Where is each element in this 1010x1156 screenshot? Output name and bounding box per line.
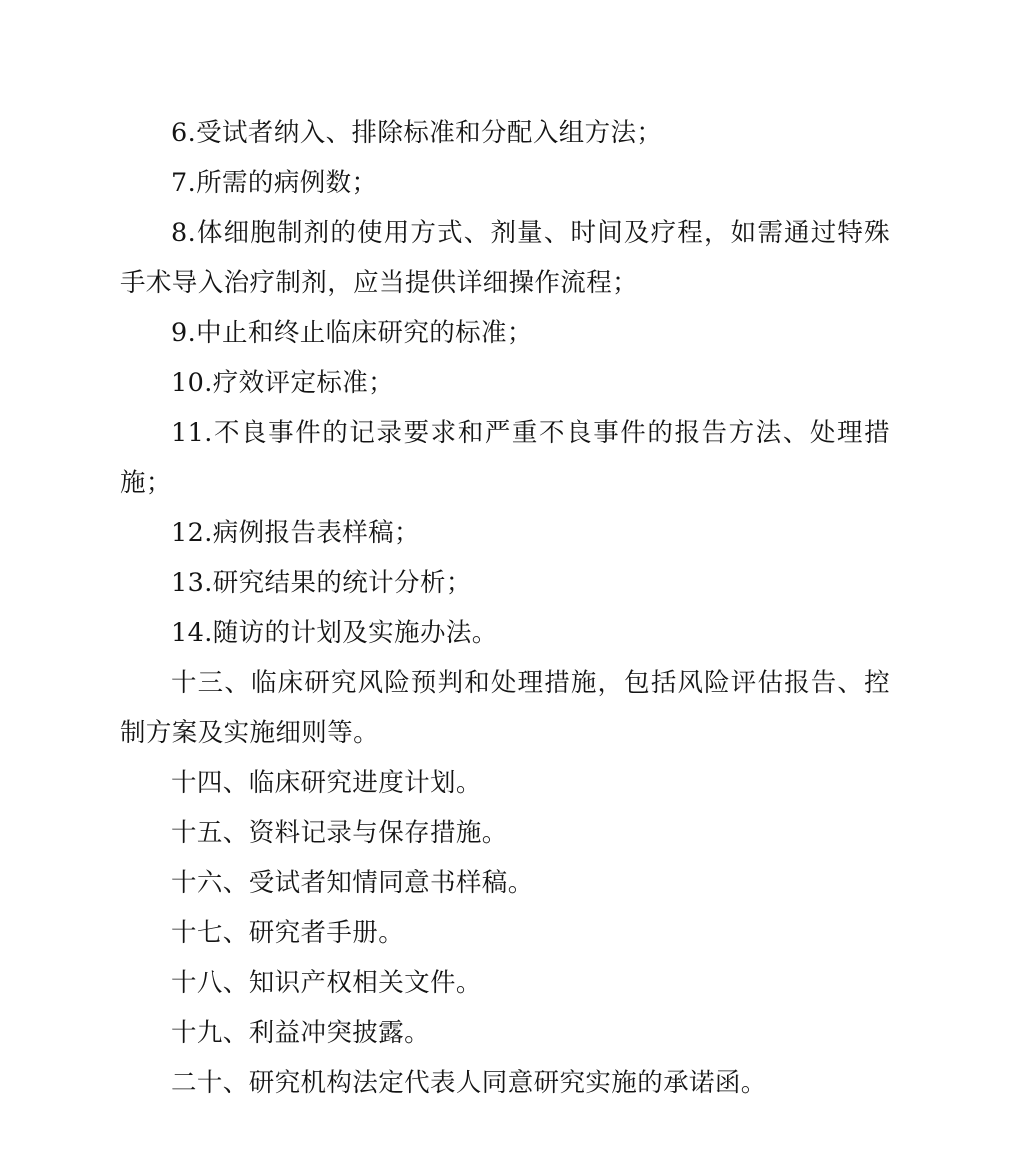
paragraph-item-10: 10.疗效评定标准； — [171, 368, 395, 398]
paragraph-section-15: 十五、资料记录与保存措施。 — [171, 818, 508, 848]
paragraph-item-11: 11.不良事件的记录要求和严重不良事件的报告方法、处理措施； — [120, 418, 890, 498]
paragraph-item-6: 6.受试者纳入、排除标准和分配入组方法； — [171, 118, 663, 148]
paragraph-item-7: 7.所需的病例数； — [171, 168, 378, 198]
paragraph-item-12: 12.病例报告表样稿； — [171, 518, 420, 548]
paragraph-item-8: 8.体细胞制剂的使用方式、剂量、时间及疗程，如需通过特殊手术导入治疗制剂，应当提供详细操作流程； — [120, 218, 890, 298]
paragraph-section-20: 二十、研究机构法定代表人同意研究实施的承诺函。 — [171, 1068, 767, 1098]
paragraph-item-13: 13.研究结果的统计分析； — [171, 568, 472, 598]
paragraph-item-9: 9.中止和终止临床研究的标准； — [171, 318, 533, 348]
paragraph-section-13: 十三、临床研究风险预判和处理措施，包括风险评估报告、控制方案及实施细则等。 — [120, 668, 890, 748]
paragraph-section-18: 十八、知识产权相关文件。 — [171, 968, 482, 998]
paragraph-item-14: 14.随访的计划及实施办法。 — [171, 618, 498, 648]
paragraph-section-16: 十六、受试者知情同意书样稿。 — [171, 868, 534, 898]
paragraph-section-19: 十九、利益冲突披露。 — [171, 1018, 431, 1048]
document-body — [120, 108, 890, 1108]
paragraph-section-14: 十四、临床研究进度计划。 — [171, 768, 482, 798]
paragraph-section-17: 十七、研究者手册。 — [171, 918, 405, 948]
